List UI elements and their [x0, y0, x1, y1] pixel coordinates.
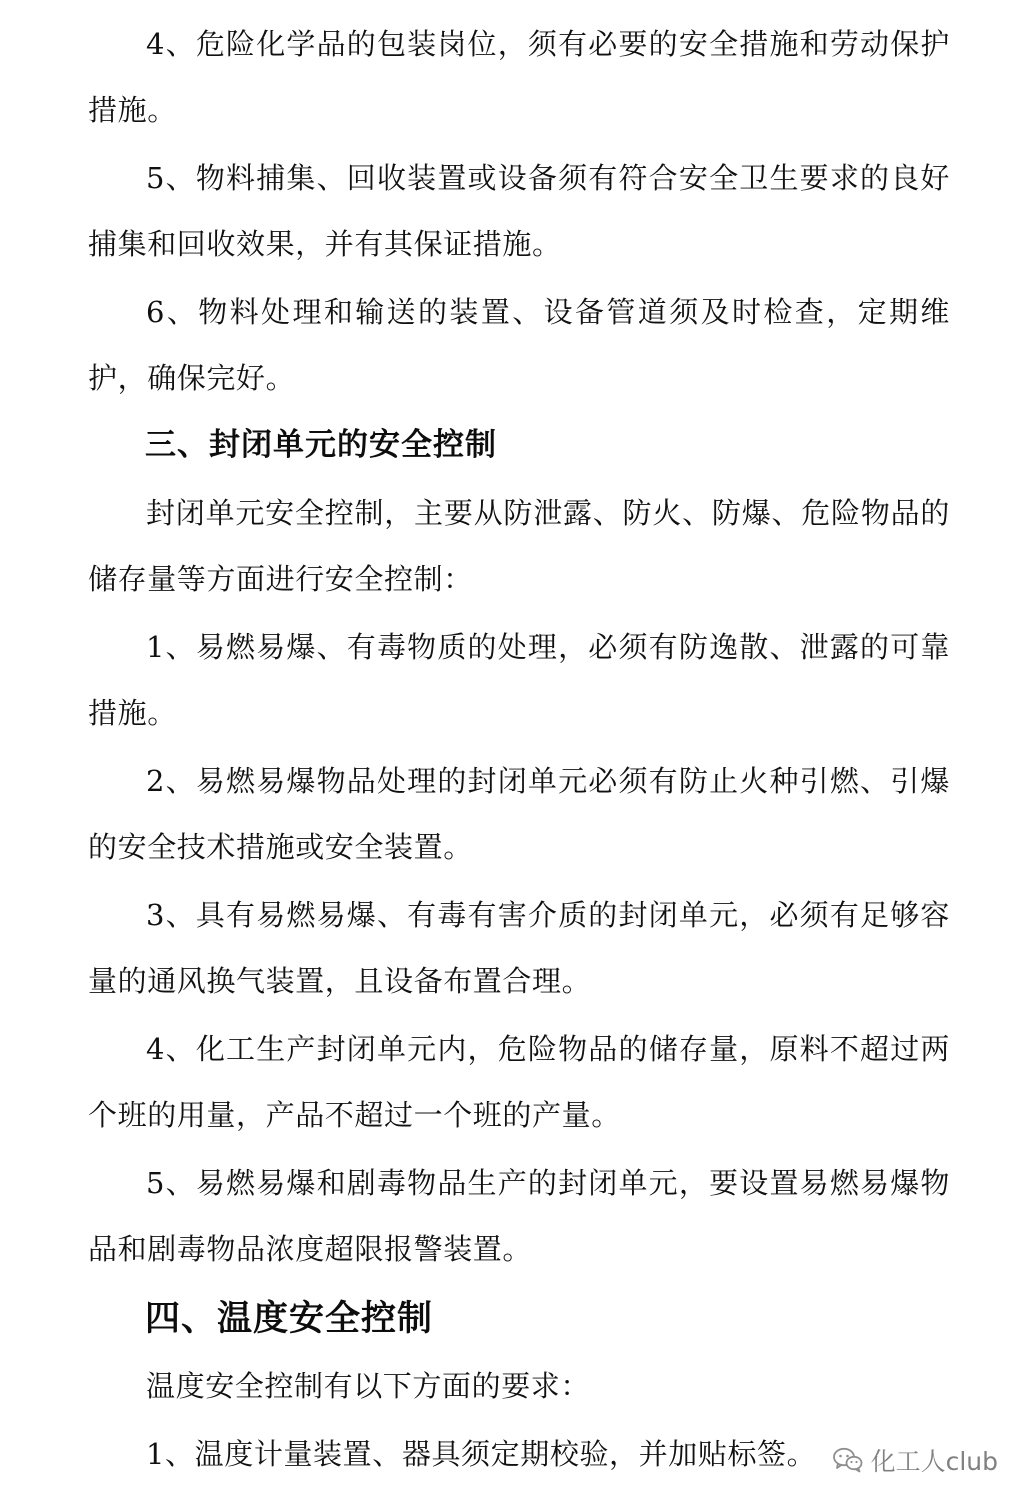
paragraph-toxic-handling: 1、易燃易爆、有毒物质的处理，必须有防逸散、泄露的可靠措施。 — [88, 630, 950, 730]
section-heading-temperature: 四、温度安全控制 — [145, 1299, 434, 1339]
section-heading-enclosed-unit: 三、封闭单元的安全控制 — [145, 427, 497, 463]
paragraph-enclosed-unit-intro: 封闭单元安全控制，主要从防泄露、防火、防爆、危险物品的储存量等方面进行安全控制： — [88, 496, 950, 596]
paragraph-storage-limits: 4、化工生产封闭单元内，危险物品的储存量，原料不超过两个班的用量，产品不超过一个班的产量。 — [88, 1032, 950, 1132]
paragraph-ventilation: 3、具有易燃易爆、有毒有害介质的封闭单元，必须有足够容量的通风换气装置，且设备布置合理。 — [88, 898, 950, 998]
paragraph-alarm-devices: 5、易燃易爆和剧毒物品生产的封闭单元，要设置易燃易爆物品和剧毒物品浓度超限报警装置。 — [88, 1166, 950, 1266]
paragraph-ignition-prevention: 2、易燃易爆物品处理的封闭单元必须有防止火种引燃、引爆的安全技术措施或安全装置。 — [88, 764, 950, 864]
watermark-text: 化工人club — [870, 1447, 998, 1476]
paragraph-thermometer-calibration: 1、温度计量装置、器具须定期校验，并加贴标签。 — [146, 1437, 817, 1471]
paragraph-pipeline-maintenance: 6、物料处理和输送的装置、设备管道须及时检查，定期维护，确保完好。 — [88, 295, 950, 395]
watermark — [833, 1442, 998, 1478]
paragraph-material-capture: 5、物料捕集、回收装置或设备须有符合安全卫生要求的良好捕集和回收效果，并有其保证措施。 — [88, 161, 950, 261]
paragraph-packaging-post: 4、危险化学品的包装岗位，须有必要的安全措施和劳动保护措施。 — [88, 27, 950, 127]
wechat-icon — [833, 1447, 863, 1473]
paragraph-temperature-intro: 温度安全控制有以下方面的要求： — [146, 1369, 591, 1403]
